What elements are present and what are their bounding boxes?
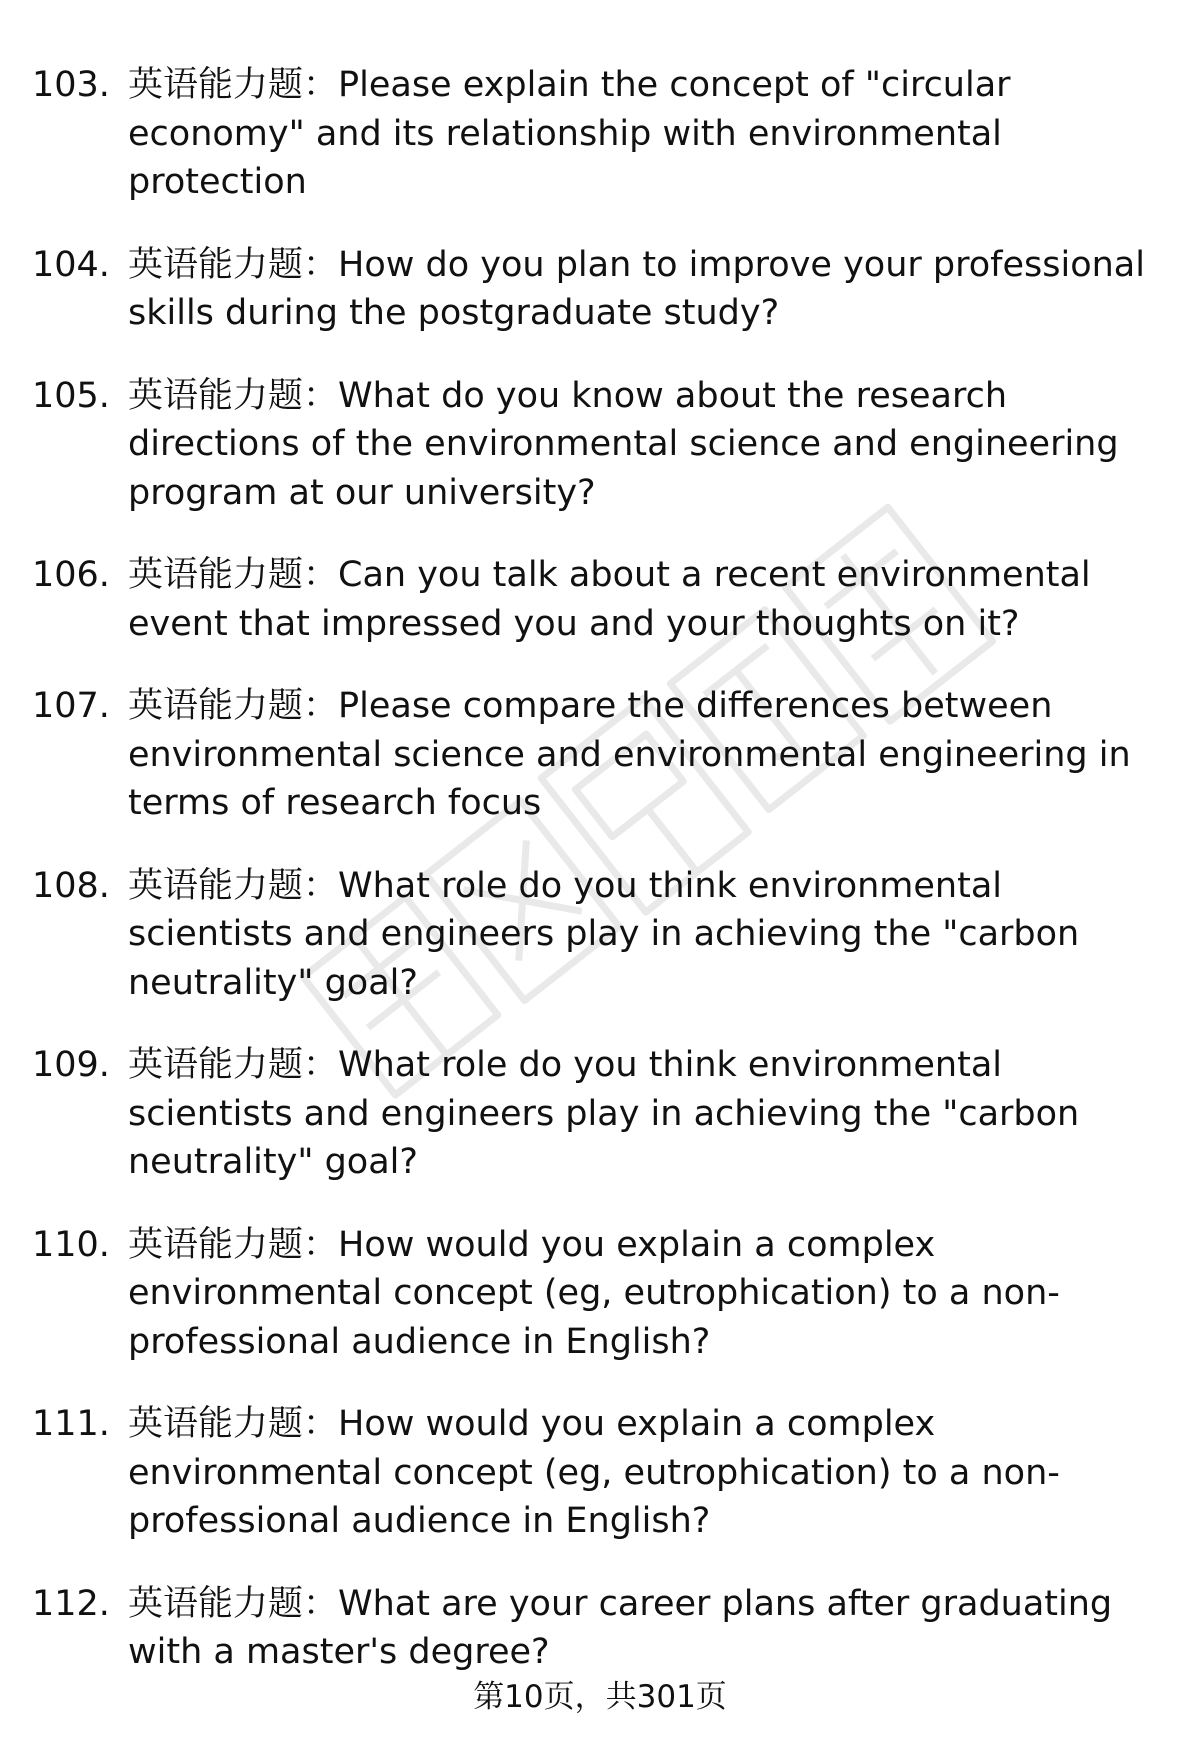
question-category: 英语能力题：: [128, 555, 339, 595]
page-footer: 第10页，共301页: [473, 1679, 727, 1715]
question-text: How would you explain a complex environmental concept (eg, eutrophication) to a non-professional audience in English?: [128, 1404, 1060, 1541]
question-item: [0, 1041, 1200, 1187]
question-category: 英语能力题：: [128, 1224, 339, 1265]
question-category: 英语能力题：: [128, 244, 339, 285]
question-item: [0, 1400, 1200, 1546]
question-number: 103.: [32, 65, 110, 105]
question-category: 英语能力题：: [128, 65, 339, 105]
question-text: How do you plan to improve your professional skills during the postgraduate study?: [128, 244, 1145, 333]
question-category: 英语能力题：: [128, 1045, 339, 1085]
question-number: 107.: [32, 686, 110, 726]
question-category: 英语能力题：: [128, 686, 339, 726]
question-text: What role do you think environmental scientists and engineers play in achieving the "carbon neutrality" goal?: [128, 1045, 1080, 1182]
question-number: 109.: [32, 1045, 110, 1085]
question-text: What do you know about the research directions of the environmental science and engineering program at our university?: [128, 375, 1119, 513]
question-number: 104.: [32, 244, 110, 285]
question-category: 英语能力题：: [128, 1404, 339, 1444]
question-text: Can you talk about a recent environmental event that impressed you and your thoughts on it?: [128, 555, 1091, 644]
question-text: Please compare the differences between environmental science and environmental engineering in terms of research focus: [128, 686, 1131, 823]
question-number: 110.: [32, 1224, 110, 1265]
question-number: 105.: [32, 375, 110, 416]
question-number: 111.: [32, 1404, 110, 1444]
question-category: 英语能力题：: [128, 375, 339, 416]
question-item: [0, 682, 1200, 828]
question-number: 112.: [32, 1583, 110, 1624]
question-number: 106.: [32, 555, 110, 595]
question-item: [0, 862, 1200, 1008]
question-item: [0, 1580, 1200, 1677]
question-item: [0, 551, 1200, 648]
question-number: 108.: [32, 865, 110, 906]
question-text: What are your career plans after graduating with a master's degree?: [128, 1583, 1113, 1672]
question-text: What role do you think environmental scientists and engineers play in achieving the "carbon neutrality" goal?: [128, 865, 1080, 1003]
question-item: [0, 61, 1200, 207]
question-category: 英语能力题：: [128, 865, 339, 906]
question-item: [0, 241, 1200, 338]
question-text: How would you explain a complex environmental concept (eg, eutrophication) to a non-professional audience in English?: [128, 1224, 1060, 1362]
question-item: [0, 1221, 1200, 1367]
question-item: [0, 372, 1200, 518]
question-text: Please explain the concept of "circular economy" and its relationship with environmental protection: [128, 65, 1011, 202]
question-list: [0, 61, 1200, 1711]
question-category: 英语能力题：: [128, 1583, 339, 1624]
